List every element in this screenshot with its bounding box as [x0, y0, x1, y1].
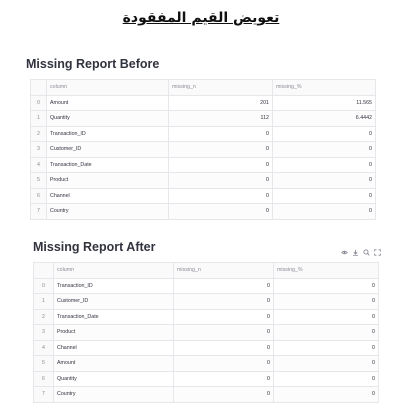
- missing-n-cell[interactable]: 0: [174, 387, 274, 403]
- column-name-cell[interactable]: Amount: [47, 95, 169, 111]
- missing-pct-cell[interactable]: 0: [274, 309, 379, 325]
- column-name-cell[interactable]: Country: [47, 204, 169, 220]
- missing-pct-header[interactable]: missing_%: [273, 80, 376, 96]
- download-icon[interactable]: [352, 249, 359, 256]
- missing-pct-cell[interactable]: 0: [273, 157, 376, 173]
- column-name-cell[interactable]: Transaction_Date: [47, 157, 169, 173]
- table-row: [31, 142, 376, 158]
- missing-pct-cell[interactable]: 0: [273, 126, 376, 142]
- missing-report-after-title: Missing Report After: [33, 240, 156, 254]
- column-name-cell[interactable]: Product: [47, 173, 169, 189]
- missing-n-cell[interactable]: 0: [169, 188, 273, 204]
- table-row: [34, 356, 379, 372]
- column-name-cell[interactable]: Customer_ID: [47, 142, 169, 158]
- row-index: 6: [31, 188, 47, 204]
- column-name-cell[interactable]: Quantity: [54, 371, 174, 387]
- table-row: [31, 111, 376, 127]
- table-row: [31, 95, 376, 111]
- table-row: [31, 126, 376, 142]
- column-name-cell[interactable]: Transaction_ID: [47, 126, 169, 142]
- row-index: 5: [34, 356, 54, 372]
- row-index: 6: [34, 371, 54, 387]
- column-header[interactable]: column: [54, 263, 174, 279]
- missing-n-cell[interactable]: 0: [174, 325, 274, 341]
- table-row: [34, 371, 379, 387]
- page-title: تعويض القيم المفقودة: [122, 10, 280, 26]
- missing-n-cell[interactable]: 0: [174, 294, 274, 310]
- row-index: 7: [31, 204, 47, 220]
- missing-pct-cell[interactable]: 0: [274, 371, 379, 387]
- missing-n-cell[interactable]: 0: [174, 340, 274, 356]
- row-index: 2: [34, 309, 54, 325]
- row-index: 2: [31, 126, 47, 142]
- column-name-cell[interactable]: Country: [54, 387, 174, 403]
- missing-pct-cell[interactable]: 0: [273, 142, 376, 158]
- table-row: [34, 309, 379, 325]
- missing-pct-cell[interactable]: 11.565: [273, 95, 376, 111]
- column-name-cell[interactable]: Channel: [54, 340, 174, 356]
- missing-n-cell[interactable]: 0: [169, 204, 273, 220]
- column-name-cell[interactable]: Quantity: [47, 111, 169, 127]
- column-name-cell[interactable]: Transaction_Date: [54, 309, 174, 325]
- missing-n-cell[interactable]: 0: [174, 356, 274, 372]
- row-index: 4: [31, 157, 47, 173]
- missing-n-cell[interactable]: 0: [174, 371, 274, 387]
- missing-n-cell[interactable]: 112: [169, 111, 273, 127]
- column-name-cell[interactable]: Amount: [54, 356, 174, 372]
- row-index: 3: [34, 325, 54, 341]
- table-row: [34, 340, 379, 356]
- row-index: 7: [34, 387, 54, 403]
- missing-pct-cell[interactable]: 0: [273, 188, 376, 204]
- missing-n-cell[interactable]: 0: [174, 278, 274, 294]
- eye-icon[interactable]: [341, 249, 348, 256]
- index-header: [34, 263, 54, 279]
- dataframe-toolbar: [341, 249, 381, 256]
- table-row: [34, 294, 379, 310]
- missing-pct-header[interactable]: missing_%: [274, 263, 379, 279]
- row-index: 1: [31, 111, 47, 127]
- missing-n-header[interactable]: missing_n: [174, 263, 274, 279]
- missing-report-before-title: Missing Report Before: [26, 57, 160, 71]
- missing-report-after-table: [33, 262, 379, 403]
- column-name-cell[interactable]: Customer_ID: [54, 294, 174, 310]
- table-row: [34, 325, 379, 341]
- search-icon[interactable]: [363, 249, 370, 256]
- missing-pct-cell[interactable]: 0: [274, 294, 379, 310]
- index-header: [31, 80, 47, 96]
- missing-n-cell[interactable]: 0: [174, 309, 274, 325]
- column-header[interactable]: column: [47, 80, 169, 96]
- missing-n-cell[interactable]: 0: [169, 173, 273, 189]
- missing-pct-cell[interactable]: 0: [274, 387, 379, 403]
- column-name-cell[interactable]: Channel: [47, 188, 169, 204]
- table-row: [31, 173, 376, 189]
- table-row: [31, 188, 376, 204]
- missing-pct-cell[interactable]: 6.4442: [273, 111, 376, 127]
- row-index: 0: [31, 95, 47, 111]
- missing-pct-cell[interactable]: 0: [274, 356, 379, 372]
- table-row: [31, 157, 376, 173]
- column-name-cell[interactable]: Product: [54, 325, 174, 341]
- row-index: 5: [31, 173, 47, 189]
- missing-pct-cell[interactable]: 0: [273, 173, 376, 189]
- missing-n-cell[interactable]: 0: [169, 126, 273, 142]
- missing-report-before-table: [30, 79, 376, 220]
- missing-n-cell[interactable]: 0: [169, 142, 273, 158]
- missing-n-cell[interactable]: 0: [169, 157, 273, 173]
- missing-n-header[interactable]: missing_n: [169, 80, 273, 96]
- row-index: 4: [34, 340, 54, 356]
- fullscreen-icon[interactable]: [374, 249, 381, 256]
- missing-n-cell[interactable]: 201: [169, 95, 273, 111]
- missing-pct-cell[interactable]: 0: [274, 325, 379, 341]
- table-row: [31, 204, 376, 220]
- column-name-cell[interactable]: Transaction_ID: [54, 278, 174, 294]
- row-index: 1: [34, 294, 54, 310]
- table-row: [34, 387, 379, 403]
- table-header-row: [31, 80, 376, 96]
- missing-pct-cell[interactable]: 0: [273, 204, 376, 220]
- table-row: [34, 278, 379, 294]
- missing-pct-cell[interactable]: 0: [274, 340, 379, 356]
- row-index: 0: [34, 278, 54, 294]
- table-header-row: [34, 263, 379, 279]
- row-index: 3: [31, 142, 47, 158]
- missing-pct-cell[interactable]: 0: [274, 278, 379, 294]
